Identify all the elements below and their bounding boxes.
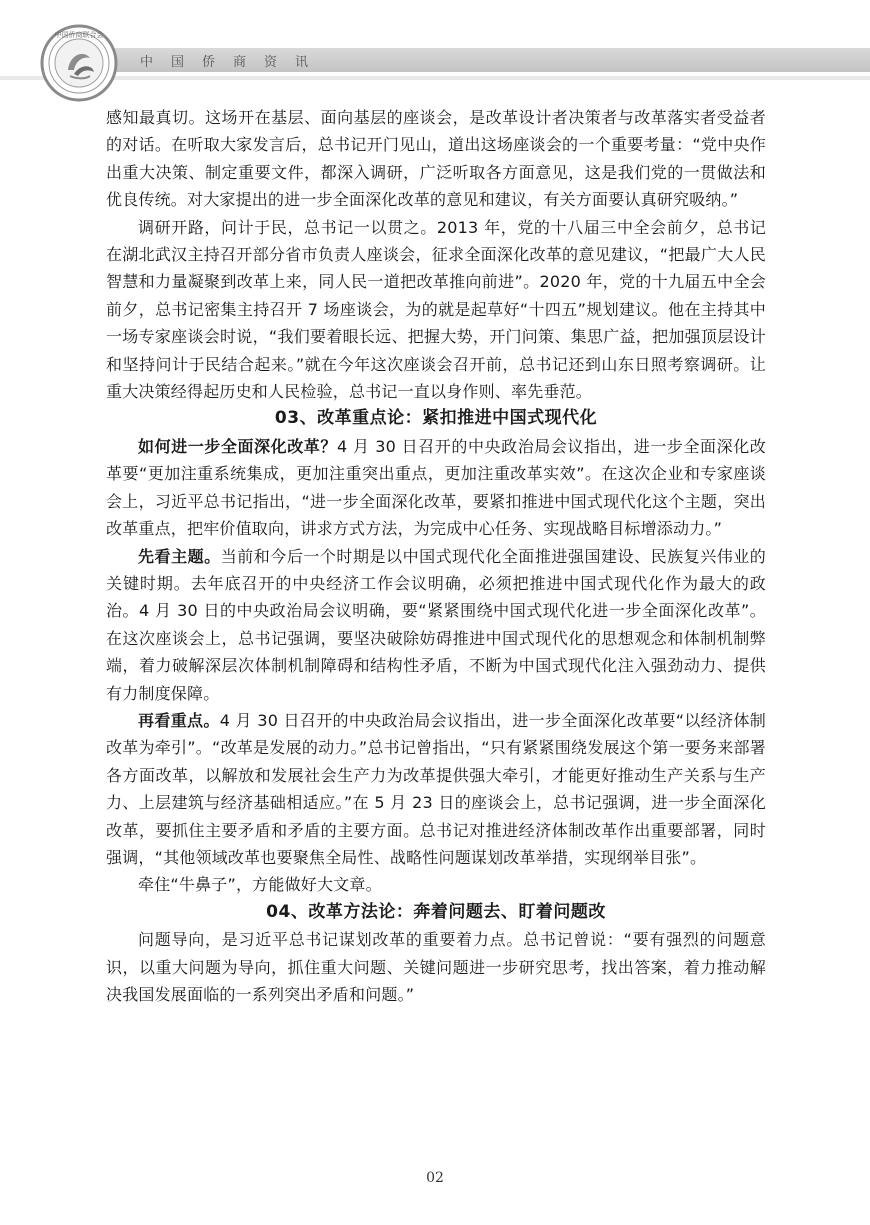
paragraph-lead: 如何进一步全面深化改革？ — [138, 436, 337, 456]
article-body — [106, 104, 766, 1008]
section-heading: 03、改革重点论：紧扣推进中国式现代化 — [274, 408, 598, 429]
paragraph-text: 4 月 30 日召开的中央政治局会议指出，进一步全面深化改革要“以经济体制改革为牵引”。“改革是发展的动力。”总书记曾指出，“只有紧紧围绕发展这个第一要务来部署各方面改革，以解放和发展社会生产力为改革提供强大牵引，才能更好推动生产关系与生产力、上层建筑与经济基础相适应。”在 5 月 23 日的座谈会上，总书记强调，进一步全面深化改革，要抓住主要矛盾和矛盾的主要方面。总书记对推进经济体制改革作出重要部署，同时强调，“其他领域改革也要聚焦全局性、战略性问题谋划改革举措，实现纲举目张”。 — [106, 710, 766, 867]
paragraph — [106, 543, 766, 707]
paragraph — [106, 433, 766, 543]
section-heading: 04、改革方法论：奔着问题去、盯着问题改 — [266, 901, 606, 922]
paragraph: 牵住“牛鼻子”，方能做好大文章。 — [138, 875, 382, 895]
page-header — [0, 0, 870, 100]
paragraph-lead: 先看主题。 — [138, 546, 221, 566]
paragraph — [106, 707, 766, 871]
paragraph-text: 4 月 30 日召开的中央政治局会议指出，进一步全面深化改革要“更加注重系统集成，更加注重突出重点，更加注重改革实效”。在这次企业和专家座谈会上，习近平总书记指出，“进一步全面深化改革，要紧扣推进中国式现代化这个主题，突出改革重点，把牢价值取向，讲求方式方法，为完成中心任务、实现战略目标增添动力。” — [106, 436, 766, 539]
logo-text: 中国侨商联合会 — [54, 31, 104, 39]
paragraph-lead: 再看重点。 — [138, 710, 220, 730]
paragraph: 感知最真切。这场开在基层、面向基层的座谈会，是改革设计者决策者与改革落实者受益者的对话。在听取大家发言后，总书记开门见山，道出这场座谈会的一个重要考量：“党中央作出重大决策、制定重要文件，都深入调研，广泛听取各方面意见，这是我们党的一贯做法和优良传统。对大家提出的进一步全面深化改革的意见和建议，有关方面要认真研究吸纳。” — [106, 108, 766, 210]
publication-title: 中国侨商资讯 — [140, 55, 327, 70]
header-underline — [0, 76, 870, 80]
logo-icon — [40, 24, 118, 102]
page-number: 02 — [426, 1170, 444, 1186]
paragraph-text: 当前和今后一个时期是以中国式现代化全面推进强国建设、民族复兴伟业的关键时期。去年底召开的中央经济工作会议明确，必须把推进中国式现代化作为最大的政治。4 月 30 日的中央政治局会议明确，要“紧紧围绕中国式现代化进一步全面深化改革”。在这次座谈会上，总书记强调，要坚决破除妨碍推进中国式现代化的思想观念和体制机制弊端，着力破解深层次体制机制障碍和结构性矛盾，不断为中国式现代化注入强劲动力、提供有力制度保障。 — [106, 546, 766, 703]
paragraph: 调研开路，问计于民，总书记一以贯之。2013 年，党的十八届三中全会前夕，总书记在湖北武汉主持召开部分省市负责人座谈会，征求全面深化改革的意见建议，“把最广大人民智慧和力量凝聚到改革上来，同人民一道把改革推向前进”。2020 年，党的十九届五中全会前夕，总书记密集主持召开 7 场座谈会，为的就是起草好“十四五”规划建议。他在主持其中一场专家座谈会时说，“我们要着眼长远、把握大势，开门问策、集思广益，把加强顶层设计和坚持问计于民结合起来。”就在今年这次座谈会召开前，总书记还到山东日照考察调研。让重大决策经得起历史和人民检验，总书记一直以身作则、率先垂范。 — [106, 217, 766, 402]
paragraph: 问题导向，是习近平总书记谋划改革的重要着力点。总书记曾说：“要有强烈的问题意识，以重大问题为导向，抓住重大问题、关键问题进一步研究思考，找出答案，着力推动解决我国发展面临的一系列突出矛盾和问题。” — [106, 930, 766, 1004]
